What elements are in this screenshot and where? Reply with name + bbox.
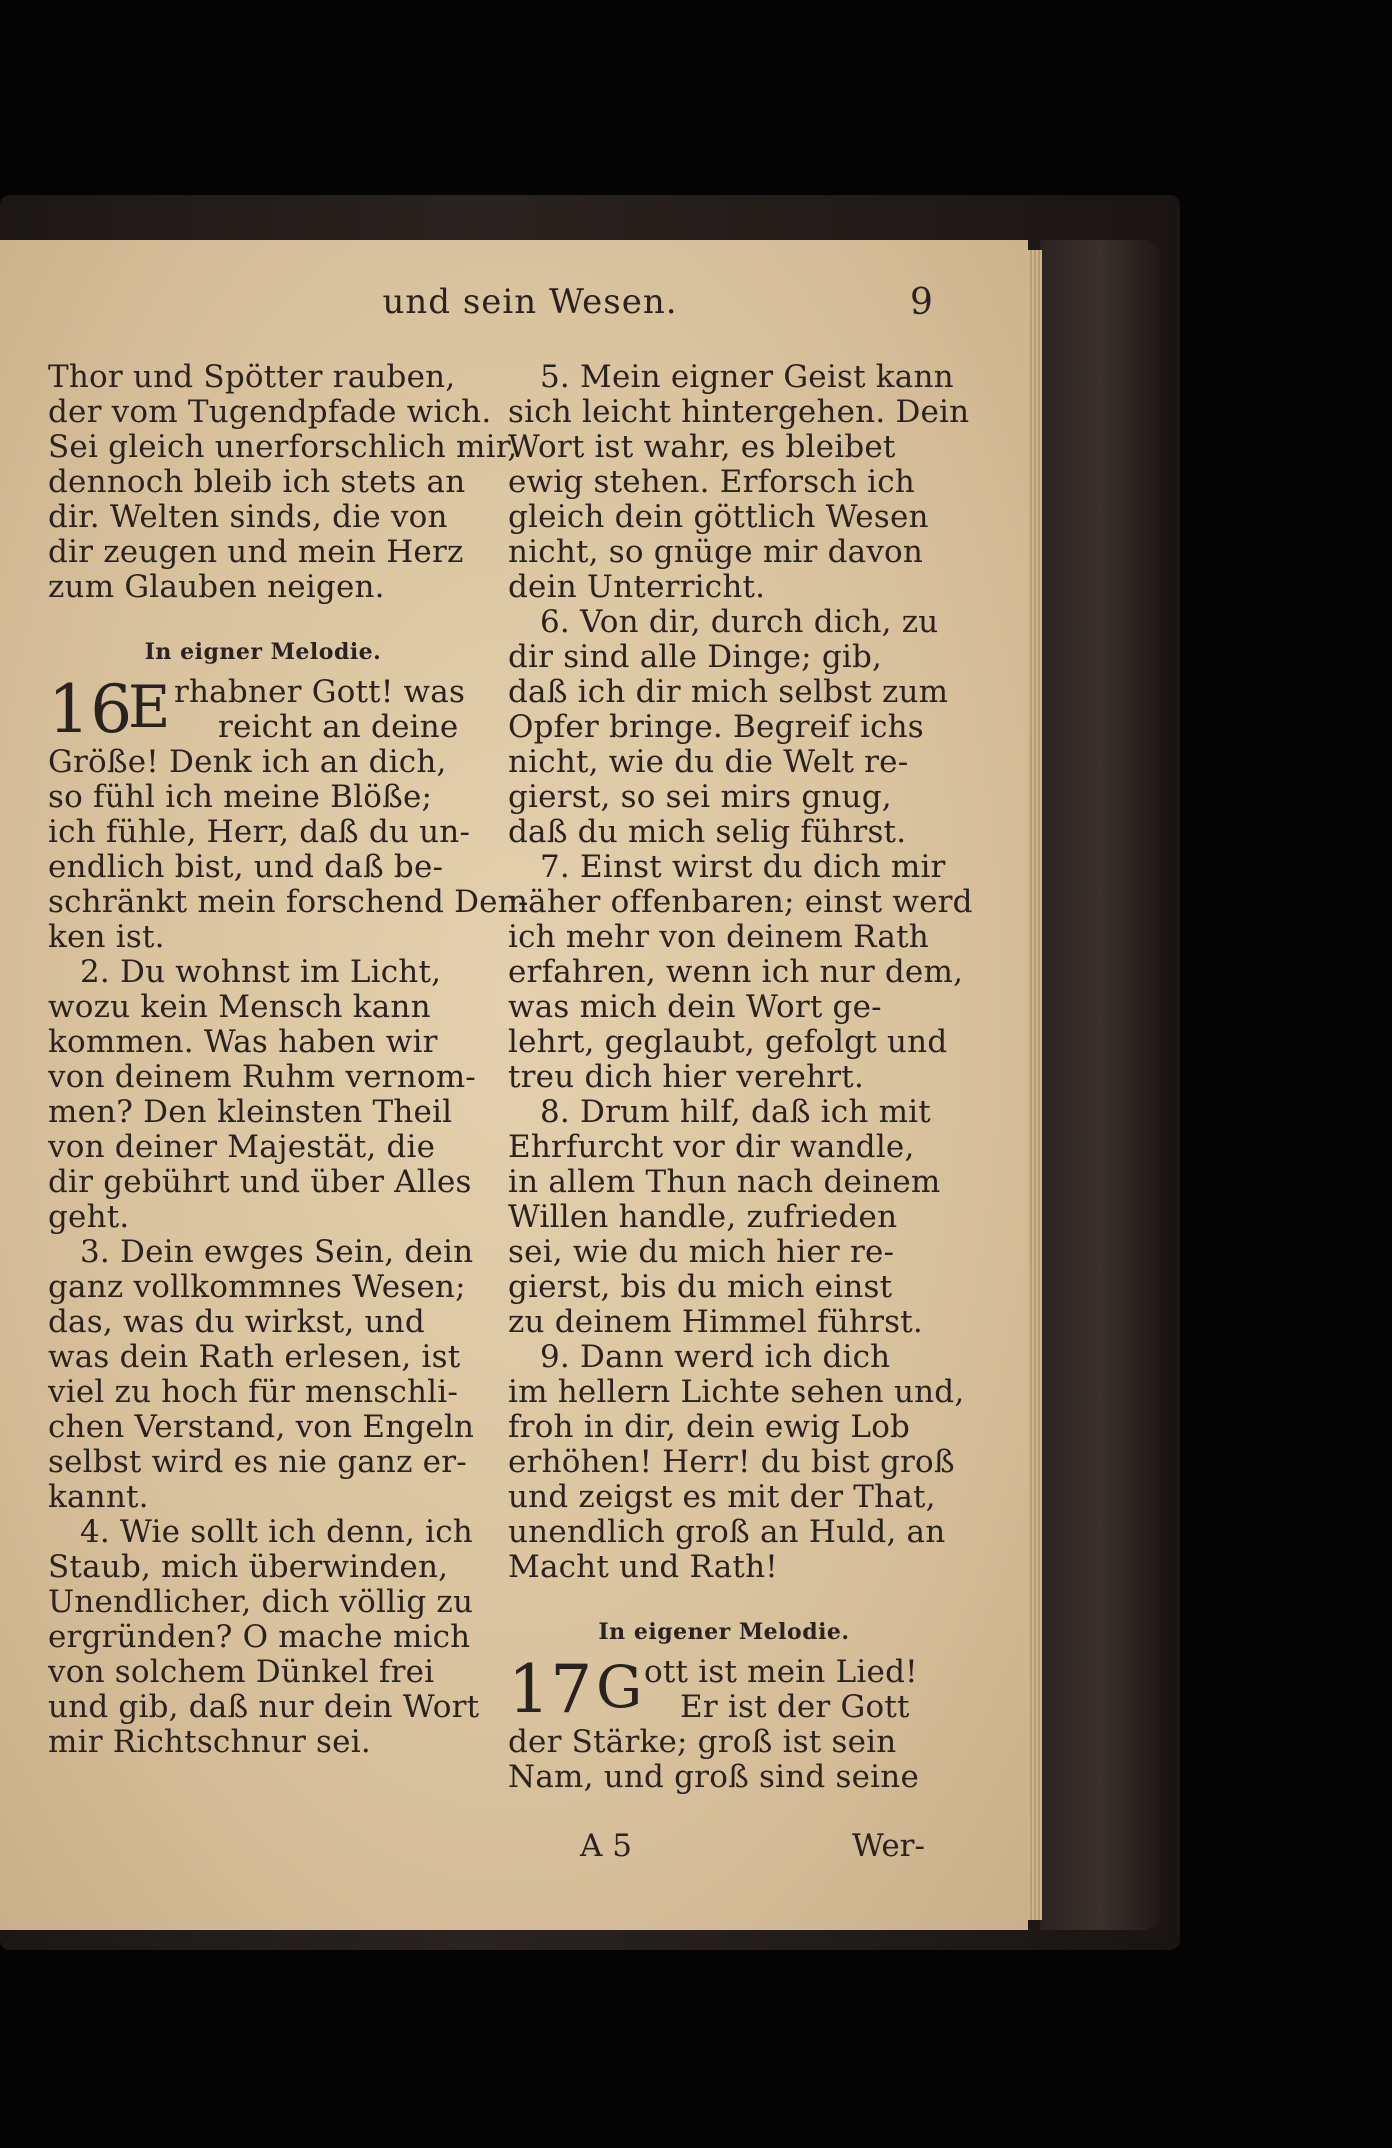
text-line: wozu kein Mensch kann — [48, 989, 431, 1025]
text-line: ken ist. — [48, 919, 165, 955]
text-line: Größe! Denk ich an dich, — [48, 744, 447, 780]
text-line: und gib, daß nur dein Wort — [48, 1689, 480, 1725]
text-line: Ehrfurcht vor dir wandle, — [508, 1129, 915, 1165]
text-line: schränkt mein forschend Den- — [48, 884, 529, 920]
text-line: sich leicht hintergehen. Dein — [508, 394, 970, 430]
text-line: Thor und Spötter rauben, — [48, 359, 456, 395]
text-line: dennoch bleib ich stets an — [48, 464, 466, 500]
text-line: Willen handle, zufrieden — [508, 1199, 898, 1235]
text-line: daß du mich selig führst. — [508, 814, 907, 850]
hymn-number: 16 — [48, 671, 133, 748]
text-line: ich fühle, Herr, daß du un- — [48, 814, 471, 850]
text-line: näher offenbaren; einst werd — [508, 884, 973, 920]
text-line: Opfer bringe. Begreif ichs — [508, 709, 924, 745]
text-line: dir zeugen und mein Herz — [48, 534, 464, 570]
text-line: gierst, so sei mirs gnug, — [508, 779, 892, 815]
text-line: ich mehr von deinem Rath — [508, 919, 929, 955]
hymn-17-opening — [508, 1651, 940, 1728]
text-line: das, was du wirkst, und — [48, 1304, 425, 1340]
text-line: von deinem Ruhm vernom- — [48, 1059, 476, 1095]
text-line: Unendlicher, dich völlig zu — [48, 1584, 474, 1620]
drop-cap: E — [128, 673, 171, 741]
text-line: treu dich hier verehrt. — [508, 1059, 864, 1095]
hymn-16-opening — [48, 671, 478, 748]
catchword: Wer- — [852, 1828, 925, 1864]
text-line: zu deinem Himmel führst. — [508, 1304, 923, 1340]
text-line: 5. Mein eigner Geist kann — [540, 359, 954, 395]
melody-heading: In eigener Melodie. — [598, 1619, 850, 1645]
text-line: 6. Von dir, durch dich, zu — [540, 604, 939, 640]
running-title: und sein Wesen. — [382, 282, 678, 322]
text-line: sei, wie du mich hier re- — [508, 1234, 895, 1270]
book-cover-edge — [1040, 240, 1160, 1930]
text-line: was mich dein Wort ge- — [508, 989, 882, 1025]
text-line: ewig stehen. Erforsch ich — [508, 464, 915, 500]
text-line: dein Unterricht. — [508, 569, 766, 605]
text-line: gierst, bis du mich einst — [508, 1269, 893, 1305]
text-line: von deiner Majestät, die — [48, 1129, 436, 1165]
text-line: lehrt, geglaubt, gefolgt und — [508, 1024, 948, 1060]
text-line: Wort ist wahr, es bleibet — [508, 429, 896, 465]
left-column — [48, 359, 529, 1760]
melody-heading: In eigner Melodie. — [144, 639, 382, 665]
text-line: dir sind alle Dinge; gib, — [508, 639, 883, 675]
text-line: ott ist mein Lied! — [644, 1654, 918, 1690]
text-line: und zeigst es mit der That, — [508, 1479, 936, 1515]
text-line: erfahren, wenn ich nur dem, — [508, 954, 964, 990]
text-line: endlich bist, und daß be- — [48, 849, 444, 885]
text-line: was dein Rath erlesen, ist — [48, 1339, 461, 1375]
text-line: im hellern Lichte sehen und, — [508, 1374, 965, 1410]
text-line: 8. Drum hilf, daß ich mit — [540, 1094, 931, 1130]
text-line: reicht an deine — [218, 709, 459, 745]
text-line: Macht und Rath! — [508, 1549, 778, 1585]
text-line: mir Richtschnur sei. — [48, 1724, 371, 1760]
text-line: Staub, mich überwinden, — [48, 1549, 449, 1585]
text-line: chen Verstand, von Engeln — [48, 1409, 475, 1445]
text-line: zum Glauben neigen. — [48, 569, 385, 605]
text-line: der Stärke; groß ist sein — [508, 1724, 897, 1760]
right-column — [508, 359, 973, 1795]
text-line: unendlich groß an Huld, an — [508, 1514, 946, 1550]
page-number: 9 — [910, 282, 933, 323]
text-line: viel zu hoch für menschli- — [48, 1374, 459, 1410]
text-line: selbst wird es nie ganz er- — [48, 1444, 467, 1480]
text-line: dir gebührt und über Alles — [48, 1164, 472, 1200]
text-line: gleich dein göttlich Wesen — [508, 499, 929, 535]
text-line: in allem Thun nach deinem — [508, 1164, 941, 1200]
text-line: nicht, wie du die Welt re- — [508, 744, 909, 780]
drop-cap: G — [596, 1653, 643, 1721]
text-line: 2. Du wohnst im Licht, — [80, 954, 442, 990]
text-line: dir. Welten sinds, die von — [48, 499, 448, 535]
text-line: ergründen? O mache mich — [48, 1619, 471, 1655]
text-line: der vom Tugendpfade wich. — [48, 394, 492, 430]
text-line: Sei gleich unerforschlich mir, — [48, 429, 518, 465]
hymn-number: 17 — [508, 1651, 593, 1728]
text-line: rhabner Gott! was — [174, 674, 466, 710]
text-line: kannt. — [48, 1479, 149, 1515]
text-line: so fühl ich meine Blöße; — [48, 779, 433, 815]
text-line: men? Den kleinsten Theil — [48, 1094, 453, 1130]
text-line: Er ist der Gott — [680, 1689, 910, 1725]
text-line: erhöhen! Herr! du bist groß — [508, 1444, 955, 1480]
text-line: daß ich dir mich selbst zum — [508, 674, 949, 710]
text-line: froh in dir, dein ewig Lob — [508, 1409, 911, 1445]
signature-mark: A 5 — [580, 1828, 632, 1864]
text-line: ganz vollkommnes Wesen; — [48, 1269, 466, 1305]
book-page — [0, 240, 1028, 1930]
text-line: nicht, so gnüge mir davon — [508, 534, 924, 570]
text-line: geht. — [48, 1199, 130, 1235]
text-line: von solchem Dünkel frei — [48, 1654, 435, 1690]
text-line: kommen. Was haben wir — [48, 1024, 438, 1060]
text-line: 7. Einst wirst du dich mir — [540, 849, 946, 885]
text-line: 4. Wie sollt ich denn, ich — [80, 1514, 473, 1550]
text-line: 3. Dein ewges Sein, dein — [80, 1234, 474, 1270]
text-line: Nam, und groß sind seine — [508, 1759, 919, 1795]
text-line: 9. Dann werd ich dich — [540, 1339, 891, 1375]
